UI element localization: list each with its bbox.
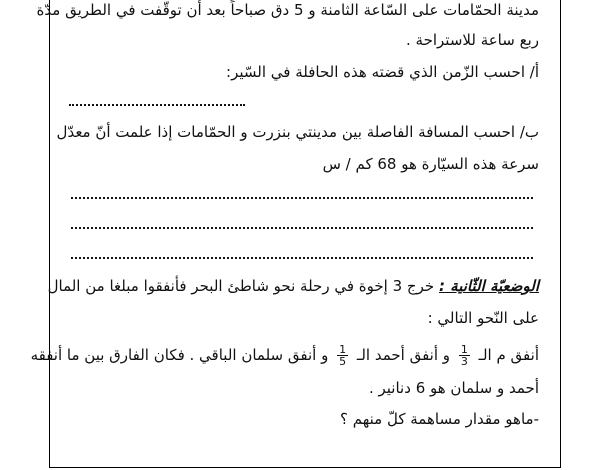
fraction-2-numerator: 1 (339, 343, 347, 356)
fraction-one-fifth (337, 344, 348, 367)
situation-2-text: خرج 3 إخوة في رحلة نحو شاطئ البحر فأنفقوا مبلغا من المال (47, 277, 435, 295)
final-question: -ماهو مقدار مساهمة كلّ منهم ؟ (340, 410, 539, 428)
answer-dots-b2 (71, 221, 533, 229)
answer-dots-a (69, 98, 245, 106)
situation-2-title: الوضعيّة الثّانية : (438, 277, 539, 295)
situation-2-line-2: على النّحو التالي : (427, 309, 539, 327)
answer-dots-b1 (71, 191, 533, 199)
fraction-2-denominator: 5 (339, 355, 347, 368)
answer-dots-b3 (71, 251, 533, 259)
situation-2-line-1 (48, 276, 539, 296)
question-a: أ/ احسب الزّمن الذي قضته هذه الحافلة في السّير: (226, 63, 539, 81)
fraction-one-third (459, 344, 470, 367)
spending-line (31, 338, 539, 372)
spending-text-a: أنفق م الـ (478, 346, 539, 364)
text-line-1: مدينة الحمّامات على السّاعة الثامنة و 5 دق صباحاً بعد أن توقّفت في الطريق مدّة (36, 1, 539, 19)
spending-text-c: و أنفق سلمان الباقي . فكان الفارق بين ما أنفقه (30, 346, 329, 364)
fraction-1-numerator: 1 (460, 343, 468, 356)
text-line-2: ربع ساعة للاستراحة . (406, 31, 539, 49)
spending-text-b: و أنفق أحمد الـ (356, 346, 451, 364)
question-b-line-1: ب/ احسب المسافة الفاصلة بين مدينتي بنزرت و الحمّامات إذا علمت أنّ معدّل (56, 123, 539, 141)
question-b-line-2: سرعة هذه السيّارة هو 68 كم / س (322, 155, 539, 173)
fraction-1-denominator: 3 (460, 355, 468, 368)
difference-line: أحمد و سلمان هو 6 دنانير . (368, 379, 539, 397)
